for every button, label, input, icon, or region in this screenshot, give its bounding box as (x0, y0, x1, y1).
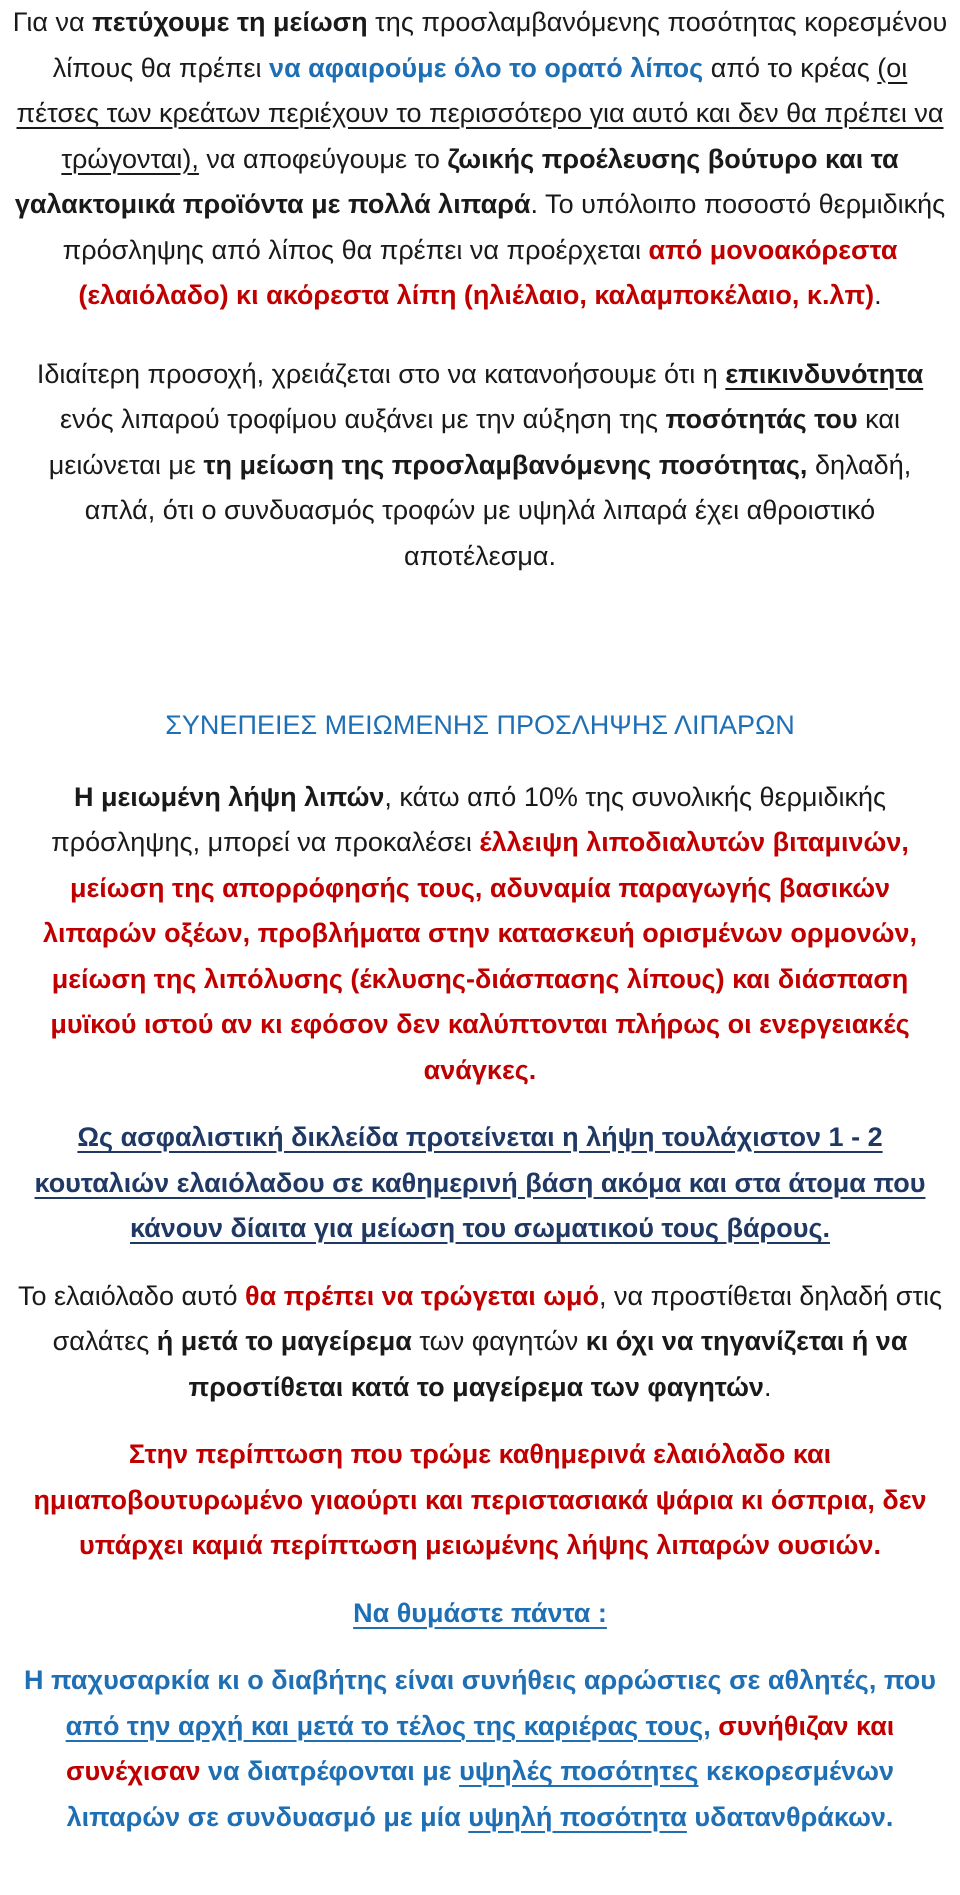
emphasis-text: πετύχουμε τη μείωση (92, 7, 368, 37)
paragraph-athletes (10, 1658, 950, 1840)
text-span: Το ελαιόλαδο αυτό (17, 1280, 246, 1311)
emphasis-text: ποσότητάς του (665, 404, 858, 434)
text-span: Ιδιαίτερη προσοχή, χρειάζεται στο να κατανοήσουμε ότι η (36, 358, 726, 389)
text-span: να διατρέφονται με (200, 1756, 460, 1786)
text-span: , κάτω από 10% της συνολικής θερμιδικής πρόσληψης, μπορεί να προκαλέσει (51, 781, 887, 857)
underlined-text: υψηλές ποσότητες (459, 1756, 699, 1786)
text-span: δηλαδή, απλά, ότι ο συνδυασμός τροφών με υψηλά λιπαρά έχει αθροιστικό αποτέλεσμα. (84, 449, 912, 571)
text-span: , να προστίθεται δηλαδή στις σαλάτες (52, 1280, 943, 1356)
highlight-blue-text: να αφαιρούμε όλο το ορατό λίπος (269, 52, 704, 83)
section-heading: ΣΥΝΕΠΕΙΕΣ ΜΕΙΩΜΕΝΗΣ ΠΡΟΣΛΗΨΗΣ ΛΙΠΑΡΩΝ (165, 710, 795, 740)
reminder-heading: Να θυμάστε πάντα : (353, 1597, 607, 1628)
paragraph-daily-intake: Στην περίπτωση που τρώμε καθημερινά ελαιόλαδο και ημιαποβουτυρωμένο γιαούρτι και περιστασιακά ψάρια κι όσπρια, δεν υπάρχει καμιά περίπτωση μειωμένης λήψης λιπαρών ουσιών. (33, 1439, 927, 1560)
underlined-text: (οι πέτσες των κρεάτων περιέχουν το περισσότερο για αυτό και δεν θα πρέπει να τρώγονται), (16, 52, 944, 174)
underlined-text: από την αρχή και μετά το τέλος της καριέρας τους (65, 1710, 704, 1741)
emphasis-text: Η μειωμένη λήψη λιπών (73, 781, 385, 812)
text-span: Η παχυσαρκία κι ο διαβήτης είναι συνήθεις αρρώστιες σε αθλητές, που (24, 1665, 936, 1695)
text-span: . (874, 280, 882, 310)
text-span: από το κρέας (703, 52, 878, 83)
text-span: κεκορεσμένων λιπαρών σε συνδυασμό με μία (66, 1756, 895, 1832)
text-span: , (703, 1710, 719, 1741)
text-span: να αποφεύγουμε το (198, 143, 448, 174)
highlight-red-text: έλλειψη λιποδιαλυτών βιταμινών, μείωση της απορρόφησής τους, αδυναμία παραγωγής βασικών λιπαρών οξέων, προβλήματα στην κατασκευή ορισμένων ορμονών, μείωση της λιπόλυσης (έκλυσης-διάσπασης λίπους) και διάσπαση μυϊκού ιστού αν κι εφόσον δεν καλύπτονται πλήρως οι ενεργειακές ανάγκες. (43, 827, 917, 1085)
highlight-red-text: θα πρέπει να τρώγεται ωμό (245, 1280, 600, 1311)
text-span: υδατανθράκων. (686, 1801, 894, 1832)
paragraph-consequences (10, 775, 950, 1094)
highlight-red-text: συνήθιζαν και συνέχισαν (65, 1710, 895, 1786)
paragraph-safety-recommendation: Ως ασφαλιστική δικλείδα προτείνεται η λήψη τουλάχιστον 1 - 2 κουταλιών ελαιόλαδου σε καθημερινή βάση ακόμα και στα άτομα που κάνουν δίαιτα για μείωση του σωματικού τους βάρους. (34, 1122, 926, 1243)
text-span: . (763, 1371, 772, 1402)
paragraph-fat-reduction (10, 0, 950, 319)
paragraph-olive-oil-usage (10, 1274, 950, 1411)
text-span: ενός λιπαρού τροφίμου αυξάνει με την αύξηση της (60, 404, 666, 434)
paragraph-risk (10, 352, 950, 580)
emphasis-text: ή μετά το μαγείρεμα (156, 1326, 412, 1356)
emphasis-text: κι όχι να τηγανίζεται ή να προστίθεται κατά το μαγείρεμα των φαγητών (188, 1326, 908, 1402)
text-span: των φαγητών (411, 1326, 586, 1356)
text-span: και μειώνεται με (48, 404, 900, 480)
text-span: Για να (12, 7, 93, 37)
highlight-red-text: από μονοακόρεστα (ελαιόλαδο) κι ακόρεστα λίπη (ηλιέλαιο, καλαμποκέλαιο, κ.λπ) (78, 234, 898, 310)
text-span: . Το υπόλοιπο ποσοστό θερμιδικής πρόσληψης από λίπος θα πρέπει να προέρχεται (62, 189, 946, 265)
emphasis-text: τη μείωση της προσλαμβανόμενης ποσότητας, (203, 449, 808, 480)
text-span: της προσλαμβανόμενης ποσότητας κορεσμένου λίπους θα πρέπει (52, 7, 948, 83)
emphasis-text: ζωικής προέλευσης βούτυρο και τα γαλακτομικά προϊόντα με πολλά λιπαρά (14, 143, 899, 219)
underlined-emphasis-text: επικινδυνότητα (725, 358, 924, 389)
underlined-text: υψηλή ποσότητα (468, 1801, 687, 1832)
